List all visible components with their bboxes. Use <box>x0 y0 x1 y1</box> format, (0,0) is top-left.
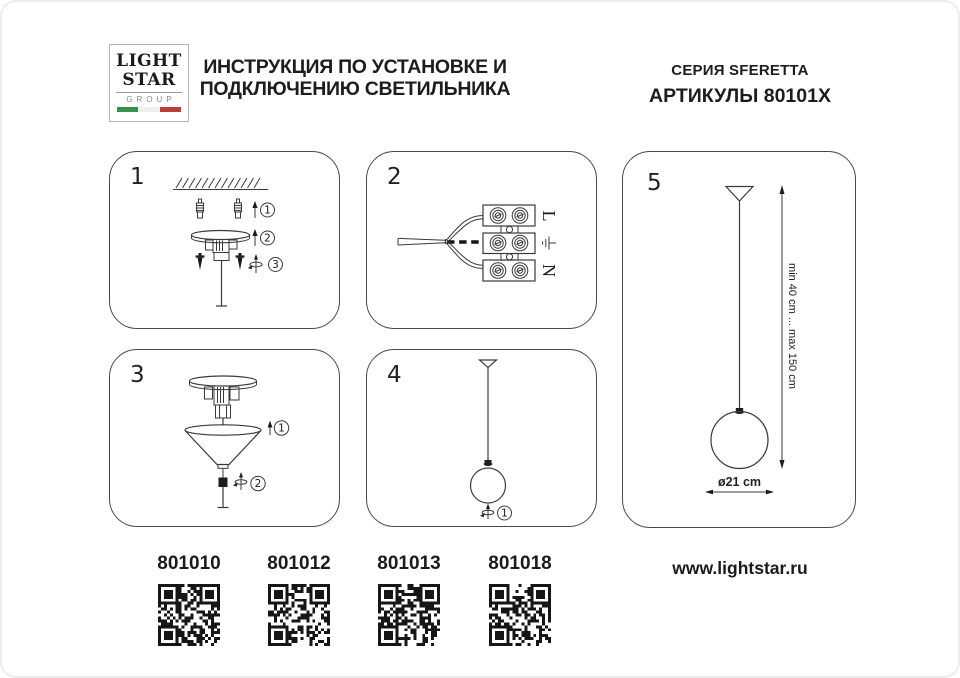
step-badge-1 <box>498 506 512 520</box>
pendant-lamp <box>711 187 768 469</box>
series-label: СЕРИЯ SFERETTA <box>671 62 809 79</box>
website-url: www.lightstar.ru <box>672 558 808 578</box>
article-code: 801010 <box>157 553 221 574</box>
rotate-icon <box>233 472 247 490</box>
step-5-panel <box>622 151 856 528</box>
step-badge-2 <box>251 476 265 490</box>
article-code: 801013 <box>377 553 441 574</box>
step-3-diagram <box>110 350 341 528</box>
articles-label: АРТИКУЛЫ 80101X <box>649 85 831 107</box>
qr-code <box>158 584 220 646</box>
wall-anchor-left <box>197 199 204 218</box>
article-column <box>134 553 244 651</box>
diameter-label: ø21 cm <box>717 475 762 489</box>
canopy-cone <box>185 425 261 478</box>
qr-code <box>268 584 330 646</box>
step-2-panel <box>366 151 597 329</box>
svg-text:1: 1 <box>278 422 285 435</box>
step-4-diagram <box>367 350 598 528</box>
terminal-label-live: L <box>539 210 559 222</box>
logo-word-group: GROUP <box>116 92 182 104</box>
pendant-cone <box>480 360 497 460</box>
article-column <box>465 553 575 651</box>
step-badge-2 <box>261 231 275 245</box>
step-2-number: 2 <box>387 164 402 190</box>
title-line-1: ИНСТРУКЦИЯ ПО УСТАНОВКЕ И <box>203 56 507 78</box>
supply-cable <box>398 238 446 245</box>
glass-globe <box>471 468 506 503</box>
diameter-dimension <box>705 475 774 494</box>
svg-text:3: 3 <box>272 259 279 271</box>
step-1-diagram <box>110 152 341 330</box>
height-range-label: min 40 cm ... max 150 cm <box>786 263 798 389</box>
rotate-icon <box>480 504 494 520</box>
arrow-up-icon <box>252 229 257 246</box>
step-2-diagram <box>367 152 598 330</box>
step-badge-1 <box>274 421 288 435</box>
ceiling-hatch <box>173 178 268 190</box>
step-5-diagram <box>623 152 857 529</box>
svg-text:1: 1 <box>501 507 508 520</box>
lightstar-logo <box>109 44 189 122</box>
step-3-number: 3 <box>130 362 145 388</box>
wire-live <box>446 216 483 243</box>
article-code: 801018 <box>488 553 552 574</box>
title-line-2: ПОДКЛЮЧЕНИЮ СВЕТИЛЬНИКА <box>199 78 511 100</box>
article-column <box>244 553 354 651</box>
ceiling-bracket <box>190 376 257 426</box>
qr-code <box>378 584 440 646</box>
arrow-up-icon <box>252 201 257 218</box>
qr-code <box>489 584 551 646</box>
svg-text:1: 1 <box>264 204 271 217</box>
article-column <box>354 553 464 651</box>
logo-word-light: LIGHT <box>116 51 182 71</box>
svg-text:2: 2 <box>264 232 271 245</box>
cord-fastener <box>218 478 229 508</box>
page-title <box>188 56 522 100</box>
step-4-panel <box>366 349 597 527</box>
svg-text:2: 2 <box>254 478 262 490</box>
step-5-number: 5 <box>647 170 662 196</box>
terminal-label-neutral: N <box>539 264 559 277</box>
step-badge-3 <box>269 258 283 272</box>
step-4-number: 4 <box>387 362 402 388</box>
step-1-number: 1 <box>130 164 145 190</box>
rotate-icon <box>248 254 262 273</box>
terminal-block <box>483 205 535 281</box>
screw-left <box>196 253 205 270</box>
step-1-panel <box>109 151 340 329</box>
earth-symbol <box>543 237 556 250</box>
italian-flag-icon <box>117 107 181 112</box>
globe-socket <box>484 460 493 466</box>
screw-right <box>236 253 245 270</box>
logo-word-star: STAR <box>122 70 176 90</box>
wall-anchor-right <box>235 199 242 218</box>
step-3-panel <box>109 349 340 527</box>
height-dimension <box>780 185 799 469</box>
article-code: 801012 <box>267 553 331 574</box>
step-badge-1 <box>261 203 275 217</box>
arrow-up-icon <box>268 421 273 436</box>
wire-neutral <box>446 241 483 269</box>
